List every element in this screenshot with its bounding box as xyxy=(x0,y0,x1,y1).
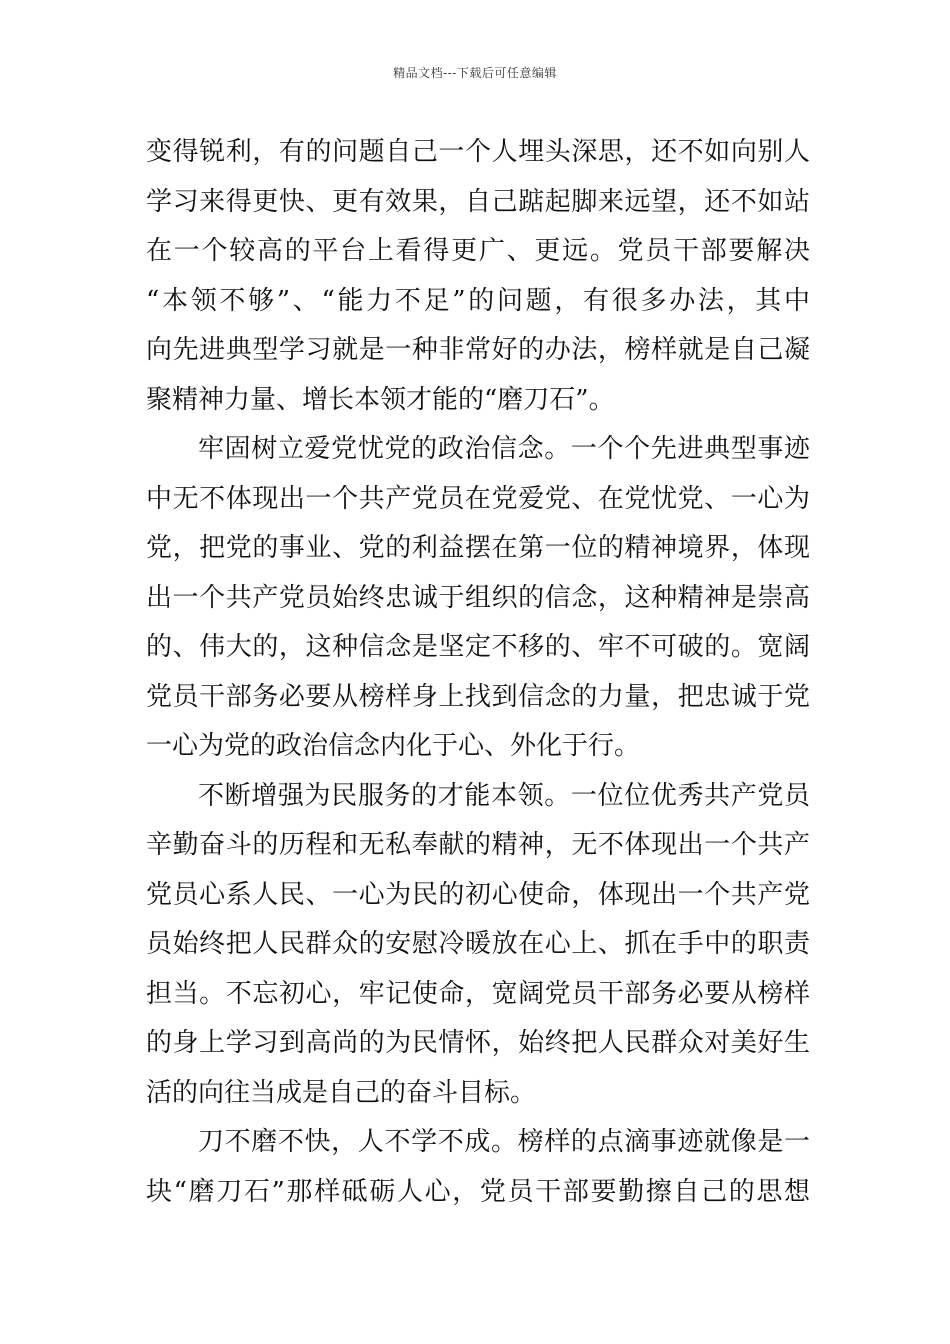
page-header: 精品文档---下载后可任意编辑 xyxy=(393,66,557,80)
paragraph-first-line: 刀不磨不快，人不学不成。榜样的点滴事迹就像是一 xyxy=(198,1127,810,1157)
text-line: 聚精神力量、增长本领才能的“磨刀石”。 xyxy=(146,384,615,415)
text-line: 员始终把人民群众的安慰冷暖放在心上、抓在手中的职责 xyxy=(146,929,810,959)
paragraph-first-line: 不断增强为民服务的才能本领。一位位优秀共产党员 xyxy=(198,780,810,811)
text-line: 在一个较高的平台上看得更广、更远。党员干部要解决 xyxy=(146,236,810,266)
text-line: 党，把党的事业、党的利益摆在第一位的精神境界，体现 xyxy=(146,533,810,563)
text-line: 党员干部务必要从榜样身上找到信念的力量，把忠诚于党 xyxy=(146,681,810,712)
text-line: 一心为党的政治信念内化于心、外化于行。 xyxy=(146,731,641,761)
paragraph-first-line: 牢固树立爱党忧党的政治信念。一个个先进典型事迹 xyxy=(198,434,810,464)
text-line: 向先进典型学习就是一种非常好的办法，榜样就是自己凝 xyxy=(146,335,810,365)
text-line: 出一个共产党员始终忠诚于组织的信念，这种精神是崇高 xyxy=(146,582,810,613)
text-line: 的身上学习到高尚的为民情怀，始终把人民群众对美好生 xyxy=(146,1028,810,1058)
text-line: 辛勤奋斗的历程和无私奉献的精神，无不体现出一个共产 xyxy=(146,830,810,860)
body-text xyxy=(146,128,810,1217)
text-line: 学习来得更快、更有效果，自己踮起脚来远望，还不如站 xyxy=(146,186,810,217)
text-line: 块“磨刀石”那样砥砺人心，党员干部要勤擦自己的思想 xyxy=(146,1176,810,1207)
text-line: “本领不够”、“能力不足”的问题，有很多办法，其中 xyxy=(146,285,810,316)
text-line: 党员心系人民、一心为民的初心使命，体现出一个共产党 xyxy=(146,879,810,910)
text-line: 中无不体现出一个共产党员在党爱党、在党忧党、一心为 xyxy=(146,483,810,514)
text-line: 担当。不忘初心，牢记使命，宽阔党员干部务必要从榜样 xyxy=(146,978,810,1009)
text-line: 的、伟大的，这种信念是坚定不移的、牢不可破的。宽阔 xyxy=(146,632,810,662)
text-line: 活的向往当成是自己的奋斗目标。 xyxy=(146,1077,537,1108)
text-line: 变得锐利，有的问题自己一个人埋头深思，还不如向别人 xyxy=(146,137,810,167)
